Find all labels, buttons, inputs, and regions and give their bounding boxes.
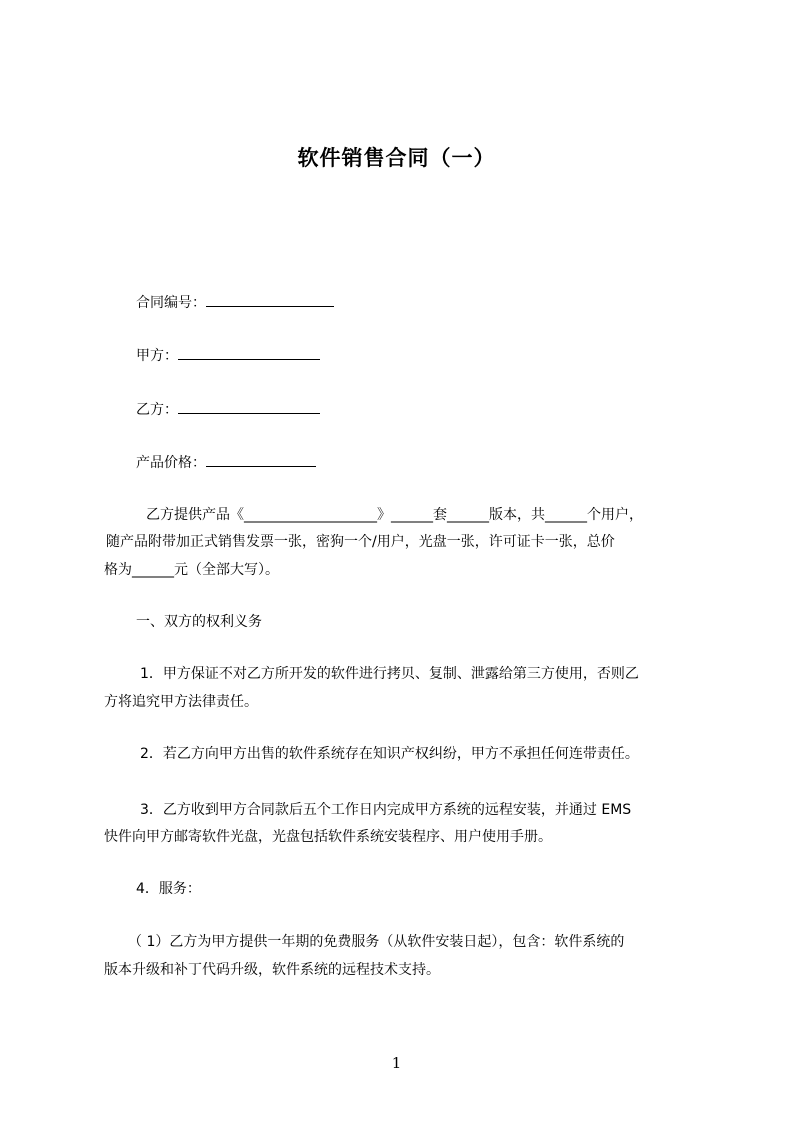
party-a-blank	[178, 345, 320, 360]
contract-number-line	[136, 292, 334, 313]
party-b-blank	[178, 399, 320, 414]
intro-line-3: 格为______元（全部大写）。	[104, 562, 279, 578]
item-2: 2．若乙方向甲方出售的软件系统存在知识产权纠纷，甲方不承担任何连带责任。	[140, 746, 639, 762]
intro-line-1: 乙方提供产品《___________________》______套______版本，共______个用户，	[146, 507, 643, 523]
contract-number-label: 合同编号：	[136, 295, 206, 311]
party-b-line	[136, 399, 320, 420]
item-1-line-1: 1．甲方保证不对乙方所开发的软件进行拷贝、复制、泄露给第三方使用，否则乙	[140, 666, 639, 682]
section-rights-heading: 一、双方的权利义务	[136, 614, 262, 630]
party-a-label: 甲方：	[136, 348, 178, 364]
price-line	[136, 452, 316, 473]
party-a-line	[136, 345, 320, 366]
party-b-label: 乙方：	[136, 402, 178, 418]
item-4-1-line-2: 版本升级和补丁代码升级，软件系统的远程技术支持。	[104, 962, 440, 978]
item-3-line-1: 3．乙方收到甲方合同款后五个工作日内完成甲方系统的远程安装，并通过 EMS	[140, 802, 632, 818]
contract-number-blank	[206, 292, 334, 307]
item-4-1-line-1: （ 1）乙方为甲方提供一年期的免费服务（从软件安装日起），包含：软件系统的	[128, 934, 625, 950]
item-4-heading: 4．服务：	[136, 881, 201, 897]
intro-line-2: 随产品附带加正式销售发票一张，密狗一个/用户，光盘一张，许可证卡一张，总价	[106, 534, 615, 550]
item-1-line-2: 方将追究甲方法律责任。	[104, 694, 258, 710]
item-3-line-2: 快件向甲方邮寄软件光盘，光盘包括软件系统安装程序、用户使用手册。	[104, 829, 552, 845]
price-blank	[206, 452, 316, 467]
page-number: 1	[391, 1054, 402, 1072]
document-title: 软件销售合同（一）	[297, 146, 496, 170]
price-label: 产品价格：	[136, 455, 206, 471]
